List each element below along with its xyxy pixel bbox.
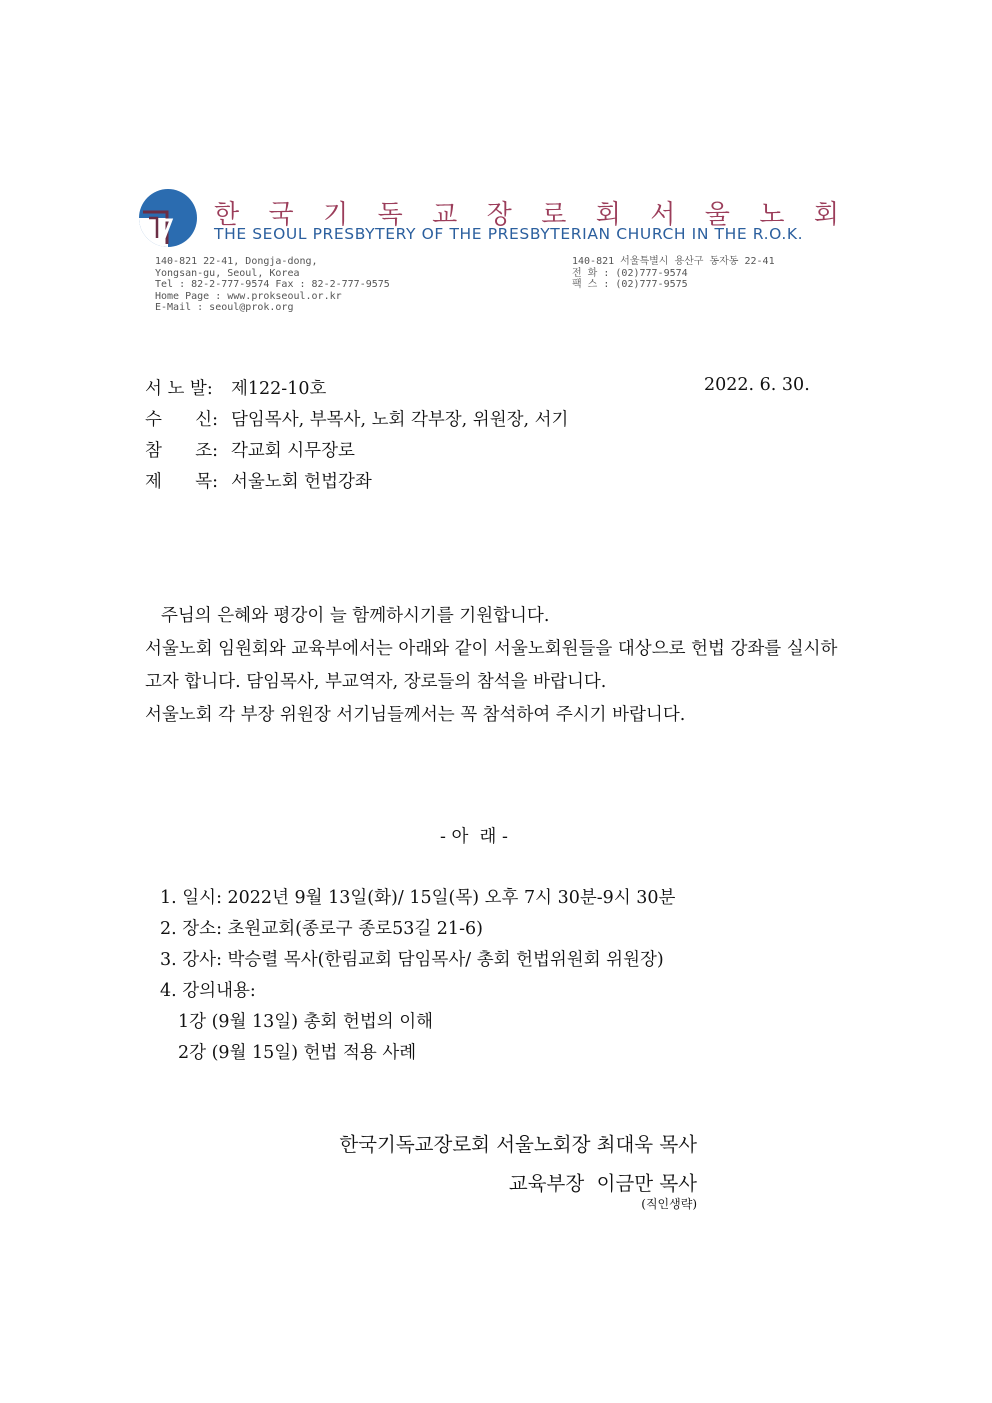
org-char: 회 xyxy=(595,200,621,230)
paragraph-line: 서울노회 각 부장 위원장 서기님들께서는 꼭 참석하여 주시기 바랍니다. xyxy=(145,705,686,725)
lecture-item: 1강 (9월 13일) 총회 헌법의 이해 xyxy=(178,1012,434,1032)
address-line: 전 화 : (02)777-9574 xyxy=(572,267,688,279)
lecture-item: 2강 (9월 15일) 헌법 적용 사례 xyxy=(178,1043,417,1063)
recipient-row xyxy=(145,406,568,431)
doc-number: 제122-10호 xyxy=(231,379,327,399)
detail-item-speaker: 3. 강사: 박승렬 목사(한림교회 담임목사/ 총회 헌법위원회 위원장) xyxy=(160,950,664,970)
signature-education-head: 교육부장 이금만 목사 xyxy=(508,1172,697,1195)
reference-row xyxy=(145,437,355,462)
address-line: 140-821 서울특별시 용산구 동자동 22-41 xyxy=(572,256,775,267)
doc-number-label: 서 노 발: xyxy=(145,379,213,399)
org-char: 로 xyxy=(541,200,567,230)
detail-item-date: 1. 일시: 2022년 9월 13일(화)/ 15일(목) 오후 7시 30분-9시 30분 xyxy=(160,888,676,908)
org-char: 울 xyxy=(704,200,730,230)
org-char: 장 xyxy=(486,200,512,230)
detail-item-place: 2. 장소: 초원교회(종로구 종로53길 21-6) xyxy=(160,919,483,939)
org-char: 한 xyxy=(214,200,240,230)
address-line: Yongsan-gu, Seoul, Korea xyxy=(155,267,300,279)
address-line: 팩 스 : (02)777-9575 xyxy=(572,279,688,290)
seal-omitted-note: (직인생략) xyxy=(641,1197,697,1211)
paragraph-line: 서울노회 임원회와 교육부에서는 아래와 같이 서울노회원들을 대상으로 헌법 강좌를 실시하 xyxy=(145,639,838,659)
reference-label: 참 조: xyxy=(145,441,219,461)
doc-date: 2022. 6. 30. xyxy=(704,375,810,395)
org-char: 노 xyxy=(759,200,785,230)
recipient-label: 수 신: xyxy=(145,410,219,430)
address-line: Home Page : www.prokseoul.or.kr xyxy=(155,290,342,302)
org-char: 교 xyxy=(432,200,458,230)
org-name-english: THE SEOUL PRESBYTERY OF THE PRESBYTERIAN CHURCH IN THE R.O.K. xyxy=(214,225,804,243)
doc-number-row xyxy=(145,375,326,400)
org-char: 기 xyxy=(323,200,349,230)
detail-item-content: 4. 강의내용: xyxy=(160,981,256,1001)
reference: 각교회 시무장로 xyxy=(231,441,355,461)
address-korean xyxy=(572,256,775,291)
org-char: 독 xyxy=(377,200,403,230)
subject-label: 제 목: xyxy=(145,472,219,492)
presbytery-logo-icon xyxy=(137,188,199,248)
org-char: 국 xyxy=(268,200,294,230)
greeting: 주님의 은혜와 평강이 늘 함께하시기를 기원합니다. xyxy=(161,606,550,626)
address-line: Tel : 82-2-777-9574 Fax : 82-2-777-9575 xyxy=(155,279,390,290)
recipient: 담임목사, 부목사, 노회 각부장, 위원장, 서기 xyxy=(231,410,569,430)
signature-moderator: 한국기독교장로회 서울노회장 최대욱 목사 xyxy=(339,1133,697,1156)
address-line: E-Mail : seoul@prok.org xyxy=(155,302,294,313)
paragraph-line: 고자 합니다. 담임목사, 부교역자, 장로들의 참석을 바랍니다. xyxy=(145,672,607,692)
address-line: 140-821 22-41, Dongja-dong, xyxy=(155,256,318,267)
org-char: 서 xyxy=(650,200,676,230)
subject: 서울노회 헌법강좌 xyxy=(231,472,372,492)
address-english xyxy=(155,256,390,314)
details-heading: - 아 래 - xyxy=(440,827,508,847)
subject-row xyxy=(145,468,372,493)
org-char: 회 xyxy=(813,200,839,230)
